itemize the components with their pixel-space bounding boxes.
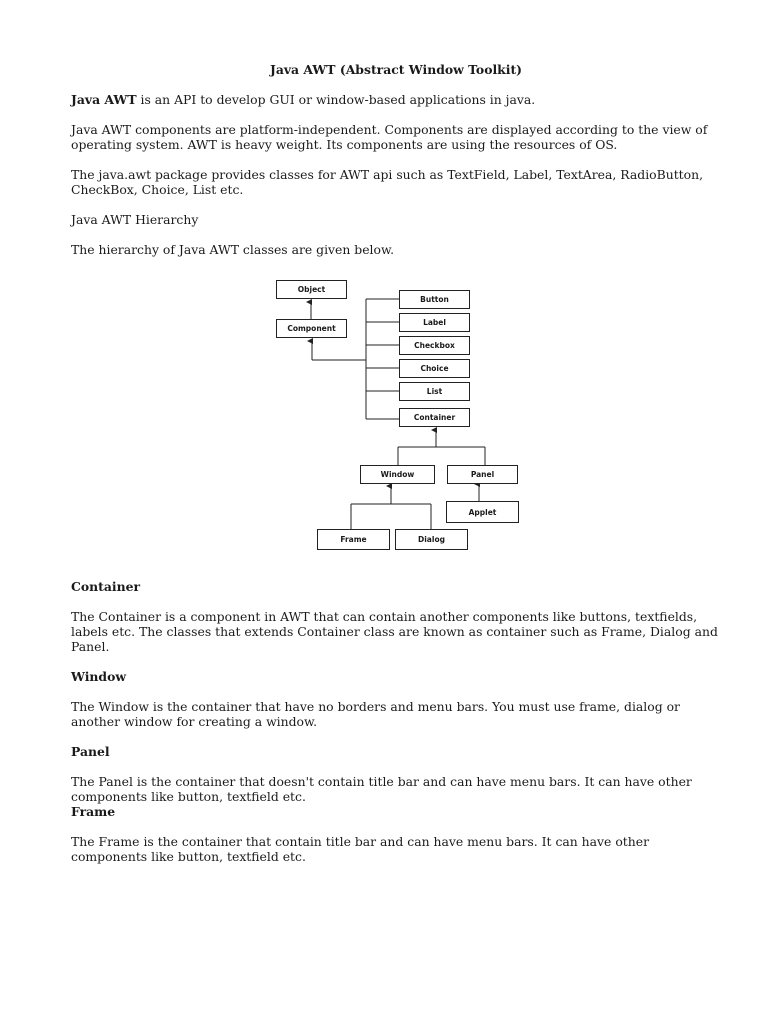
node-label: Frame bbox=[340, 535, 367, 544]
node-label-class bbox=[399, 313, 470, 332]
node-label: Panel bbox=[470, 470, 495, 479]
node-dialog bbox=[395, 529, 468, 550]
intro-text: is an API to develop GUI or window-based applications in java. bbox=[136, 92, 536, 107]
node-label: Dialog bbox=[418, 535, 445, 544]
section-text: The Frame is the container that contain title bar and can have menu bars. It can have other components like button, textfield etc. bbox=[71, 834, 649, 864]
section-text: The Container is a component in AWT that can contain another components like buttons, textfields, labels etc. The classes that extends Container class are known as container such as Frame, Dialog and Panel. bbox=[71, 609, 718, 654]
intro-bold-term: Java AWT bbox=[71, 92, 137, 107]
intro-paragraph bbox=[71, 92, 721, 107]
node-applet bbox=[446, 501, 519, 523]
node-label: Window bbox=[380, 470, 415, 479]
node-label: Applet bbox=[468, 507, 497, 517]
section-heading: Container bbox=[71, 579, 141, 594]
node-button bbox=[399, 290, 470, 309]
platform-paragraph: Java AWT components are platform-independent. Components are displayed according to the view of operating system. AWT is heavy weight. Its components are using the resources of OS. bbox=[71, 122, 708, 152]
node-label: Component bbox=[287, 324, 336, 333]
node-component bbox=[276, 319, 347, 338]
section-container bbox=[71, 579, 721, 654]
section-text: The Panel is the container that doesn't contain title bar and can have menu bars. It can have other components like button, textfield etc. bbox=[71, 774, 692, 804]
section-heading: Frame bbox=[71, 804, 116, 819]
awt-hierarchy-diagram bbox=[274, 279, 524, 555]
node-label: Button bbox=[420, 295, 449, 304]
node-object bbox=[276, 280, 347, 299]
node-label: Choice bbox=[420, 364, 449, 373]
node-label: Container bbox=[413, 413, 456, 422]
node-frame bbox=[317, 529, 390, 550]
node-panel bbox=[447, 465, 518, 484]
section-frame bbox=[71, 804, 721, 864]
hierarchy-heading: Java AWT Hierarchy bbox=[71, 212, 199, 227]
node-label: Label bbox=[423, 318, 446, 327]
section-heading: Window bbox=[71, 669, 127, 684]
section-text: The Window is the container that have no borders and menu bars. You must use frame, dialog or another window for creating a window. bbox=[71, 699, 680, 729]
section-panel bbox=[71, 744, 721, 804]
node-list bbox=[399, 382, 470, 401]
node-choice bbox=[399, 359, 470, 378]
node-window bbox=[360, 465, 435, 484]
document-title: Java AWT (Abstract Window Toolkit) bbox=[269, 62, 523, 77]
node-container bbox=[399, 408, 470, 427]
package-paragraph: The java.awt package provides classes for AWT api such as TextField, Label, TextArea, RadioButton, CheckBox, Choice, List etc. bbox=[71, 167, 704, 197]
section-heading: Panel bbox=[71, 744, 110, 759]
hierarchy-intro: The hierarchy of Java AWT classes are given below. bbox=[71, 242, 395, 257]
node-label: Object bbox=[297, 285, 326, 294]
section-window bbox=[71, 669, 721, 729]
node-checkbox bbox=[399, 336, 470, 355]
node-label: List bbox=[426, 387, 443, 396]
node-label: Checkbox bbox=[414, 341, 455, 350]
